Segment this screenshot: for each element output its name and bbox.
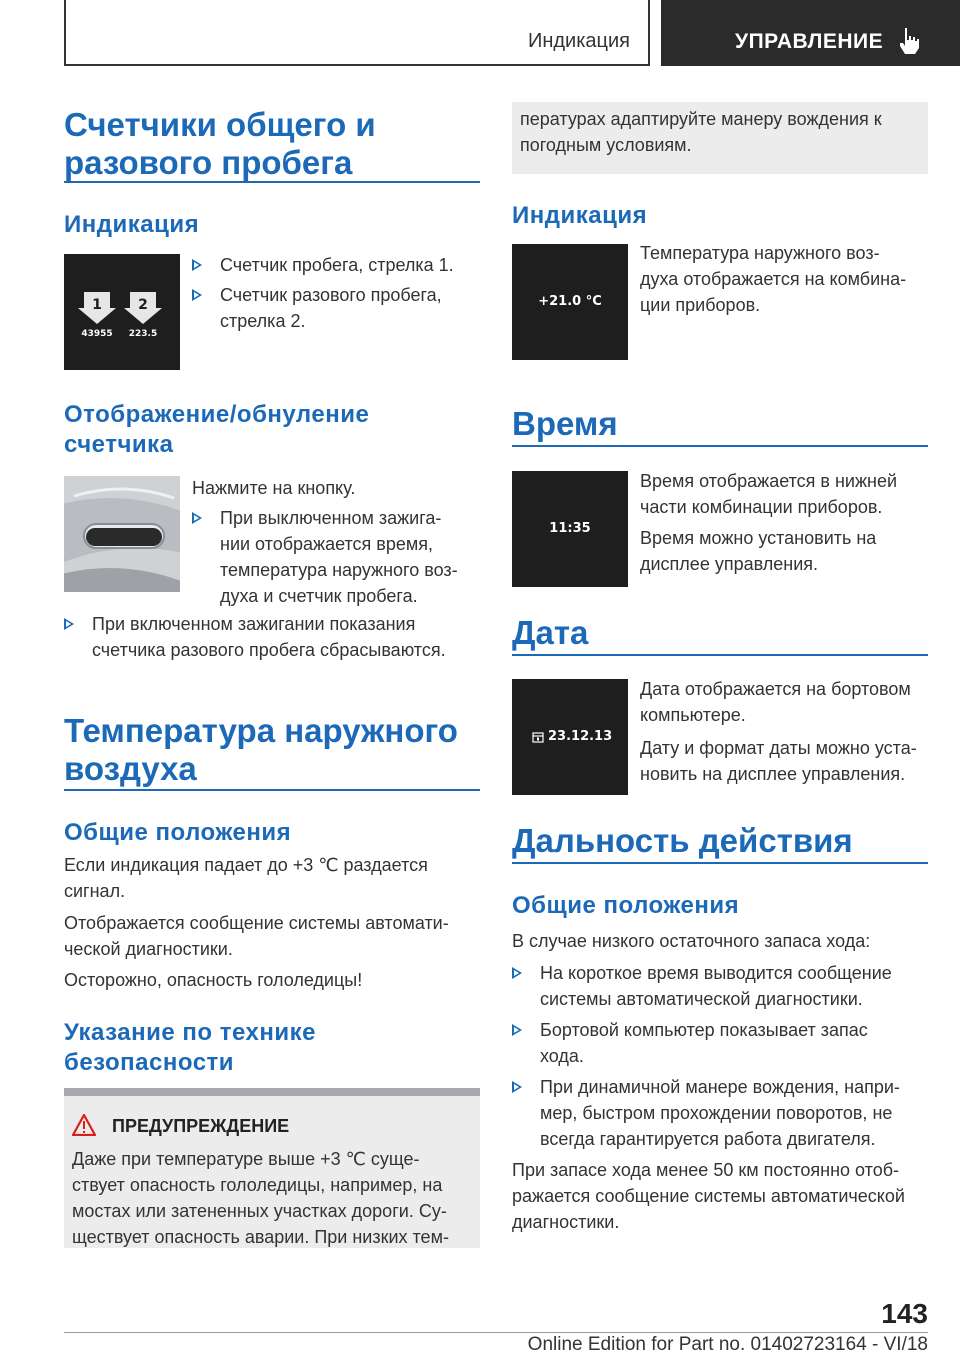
odometer-total-value: 43955: [81, 329, 113, 339]
warning-text-continued: пературах адаптируйте манеру вождения к погодным условиям.: [520, 109, 882, 155]
odometer-arrows-icon: [64, 254, 180, 370]
odometer-arrow-2-label: 2: [138, 297, 148, 313]
reset-button-illustration: [64, 476, 180, 592]
odometer-display-heading: Индикация: [64, 211, 200, 238]
time-display-image: [512, 471, 628, 587]
warning-box-topbar: [64, 1088, 480, 1096]
warning-title: ПРЕДУПРЕЖДЕНИЕ: [112, 1116, 290, 1136]
temp-display-text: Температура наружного воз- духа отображается на комбина- ции приборов.: [640, 243, 907, 315]
section-rule: [512, 862, 928, 864]
footer-edition: Online Edition for Part no. 01402723164 - VI/18: [527, 1334, 928, 1355]
odometer-trip-value: 223.5: [128, 329, 158, 339]
section-rule: [512, 654, 928, 656]
date-title: Дата: [512, 614, 589, 651]
safety-heading: Указание по технике безопасности: [64, 1019, 316, 1076]
header-section-title: Индикация: [527, 30, 630, 52]
odometer-display-image: [64, 254, 180, 370]
range-intro: В случае низкого остаточного запаса хода:: [512, 931, 871, 951]
bullet-triangle-icon: [192, 512, 202, 524]
range-outro: При запасе хода менее 50 км постоянно отоб- ражается сообщение системы автоматической диагностики.: [512, 1160, 905, 1232]
bullet-triangle-icon: [512, 967, 522, 979]
temperature-general-heading: Общие положения: [64, 819, 292, 846]
time-display-value: 11:35: [549, 521, 591, 536]
temperature-paragraph-3: Осторожно, опасность гололедицы!: [64, 970, 363, 990]
reset-heading: Отображение/обнуление счетчика: [64, 401, 370, 458]
list-item: При динамичной манере вождения, напри- мер, быстром прохождении поворотов, не всегда гарантируется работа двигателя.: [512, 1074, 928, 1152]
list-item: Счетчик пробега, стрелка 1.: [192, 252, 480, 278]
calendar-icon: [532, 731, 544, 743]
header-chapter-title: УПРАВЛЕНИЕ: [735, 30, 884, 53]
list-item: Бортовой компьютер показывает запас хода.: [512, 1017, 928, 1069]
section-rule: [64, 181, 480, 183]
range-general-heading: Общие положения: [512, 892, 740, 919]
warning-box-continued: [512, 102, 928, 174]
odometer-title: Счетчики общего и разового пробега: [64, 106, 376, 181]
list-item: На короткое время выводится сообщение системы автоматической диагностики.: [512, 960, 928, 1012]
temperature-title: Температура наружного воздуха: [64, 712, 458, 787]
time-paragraph-1: Время отображается в нижней части комбинации приборов.: [640, 471, 898, 517]
range-title: Дальность действия: [512, 822, 853, 859]
temp-display-heading: Индикация: [512, 202, 648, 229]
warning-box: [64, 1088, 480, 1248]
header-section-box: [64, 0, 650, 66]
list-item: При выключенном зажига- нии отображается время, температура наружного воз- духа и счетчик пробега.: [192, 505, 480, 609]
bullet-triangle-icon: [192, 259, 202, 271]
warning-text: Даже при температуре выше +3 ℃ суще- ствует опасность гололедицы, например, на мостах или затененных участках дороги. Су- ществует опасность аварии. При низких тем-: [72, 1149, 449, 1247]
bullet-triangle-icon: [192, 289, 202, 301]
page-number: 143: [881, 1298, 928, 1329]
time-paragraph-2: Время можно установить на дисплее управления.: [640, 528, 877, 574]
header-chapter-tab: [661, 0, 960, 66]
reset-button-photo: [64, 476, 180, 592]
list-item: При включенном зажигании показания счетчика разового пробега сбрасываются.: [64, 611, 480, 663]
footer-rule: [64, 1332, 928, 1333]
bullet-triangle-icon: [512, 1081, 522, 1093]
bullet-triangle-icon: [64, 618, 74, 630]
temperature-display-value: +21.0 °C: [538, 294, 602, 309]
temperature-paragraph-1: Если индикация падает до +3 ℃ раздается сигнал.: [64, 855, 428, 901]
temperature-display-image: [512, 244, 628, 360]
time-title: Время: [512, 405, 618, 442]
date-paragraph-2: Дату и формат даты можно уста- новить на дисплее управления.: [640, 738, 917, 784]
list-item: Счетчик разового пробега, стрелка 2.: [192, 282, 480, 334]
date-display-image: [512, 679, 628, 795]
bullet-triangle-icon: [512, 1024, 522, 1036]
date-display-value: 23.12.13: [548, 729, 613, 744]
warning-triangle-icon: [72, 1114, 96, 1136]
date-paragraph-1: Дата отображается на бортовом компьютере.: [640, 679, 911, 725]
hand-pointer-icon: [897, 26, 923, 56]
reset-text: Нажмите на кнопку.: [192, 478, 356, 498]
temperature-paragraph-2: Отображается сообщение системы автомати- ческой диагностики.: [64, 913, 449, 959]
section-rule: [512, 445, 928, 447]
odometer-arrow-1-label: 1: [92, 297, 102, 313]
section-rule: [64, 789, 480, 791]
